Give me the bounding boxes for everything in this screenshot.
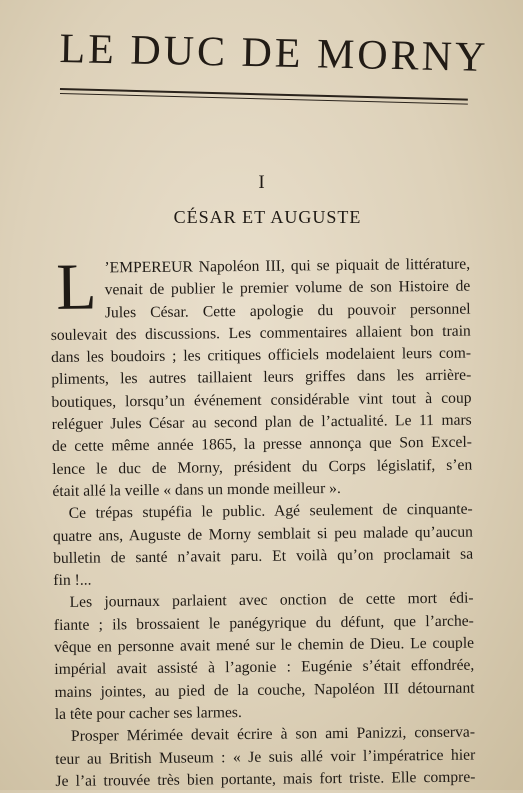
text-line: lence le duc de Morny, président du Corps législatif, s’en	[52, 456, 473, 478]
text-line: vêque en personne avait mené sur le chemin de Dieu. Le couple	[53, 634, 475, 657]
chapter-number: I	[258, 172, 265, 193]
text-line: de cette même année 1865, la presse annonça que Son Excel-	[51, 433, 473, 456]
text-line: impérial avait assisté à l’agonie : Eugénie s’était effondrée,	[54, 656, 475, 679]
text-line: quatre ans, Auguste de Morny semblait si peu malade qu’aucun	[52, 523, 473, 545]
text-line: reléguer Jules César au second plan de l’actualité. Le 11 mars	[51, 411, 472, 434]
book-title: LE DUC DE MORNY	[59, 26, 489, 81]
text-line: bulletin de santé n’avait paru. Et voilà qu’on proclamait sa	[53, 545, 474, 567]
text-line: fiante ; ils brossaient le panégyrique du défunt, que l’arche-	[53, 612, 474, 634]
body-text	[50, 250, 476, 793]
text-line: pliments, les autres taillaient leurs griffes dans les arrière-	[51, 367, 472, 389]
text-line: mains jointes, au pied de la couche, Napoléon III détournant	[54, 679, 475, 701]
text-line: Jules César. Cette apologie du pouvoir personnel	[104, 300, 471, 322]
chapter-title: CÉSAR ET AUGUSTE	[173, 207, 362, 227]
text-line: Les journaux parlaient avec onction de cette mort édi-	[69, 590, 474, 612]
text-line: teur au British Museum : « Je suis allé voir l’impératrice hier	[55, 746, 476, 768]
text-line: venait de publier le premier volume de son Histoire de	[104, 277, 471, 299]
text-line: dans les boudoirs ; les critiques officiels modelaient leurs com-	[50, 344, 472, 367]
text-line: fin !...	[53, 571, 92, 590]
drop-cap: L	[55, 250, 98, 324]
text-line: ’EMPEREUR Napoléon III, qui se piquait de littérature,	[104, 255, 471, 277]
text-line: Je l’ai trouvée très bien portante, mais fort triste. Elle compre-	[55, 768, 476, 790]
text-line: Ce trépas stupéfia le public. Agé seulement de cinquante-	[68, 500, 473, 523]
text-line: Prosper Mérimée devait écrire à son ami Panizzi, conserva-	[70, 723, 476, 746]
text-line: soulevait des discussions. Les commentaires allaient bon train	[50, 322, 471, 344]
text-line: boutiques, lorsqu’un événement considérable vint tout à coup	[51, 389, 472, 411]
text-line: la tête pour cacher ses larmes.	[54, 703, 242, 723]
text-line: était allé la veille « dans un monde meilleur ».	[52, 479, 341, 500]
